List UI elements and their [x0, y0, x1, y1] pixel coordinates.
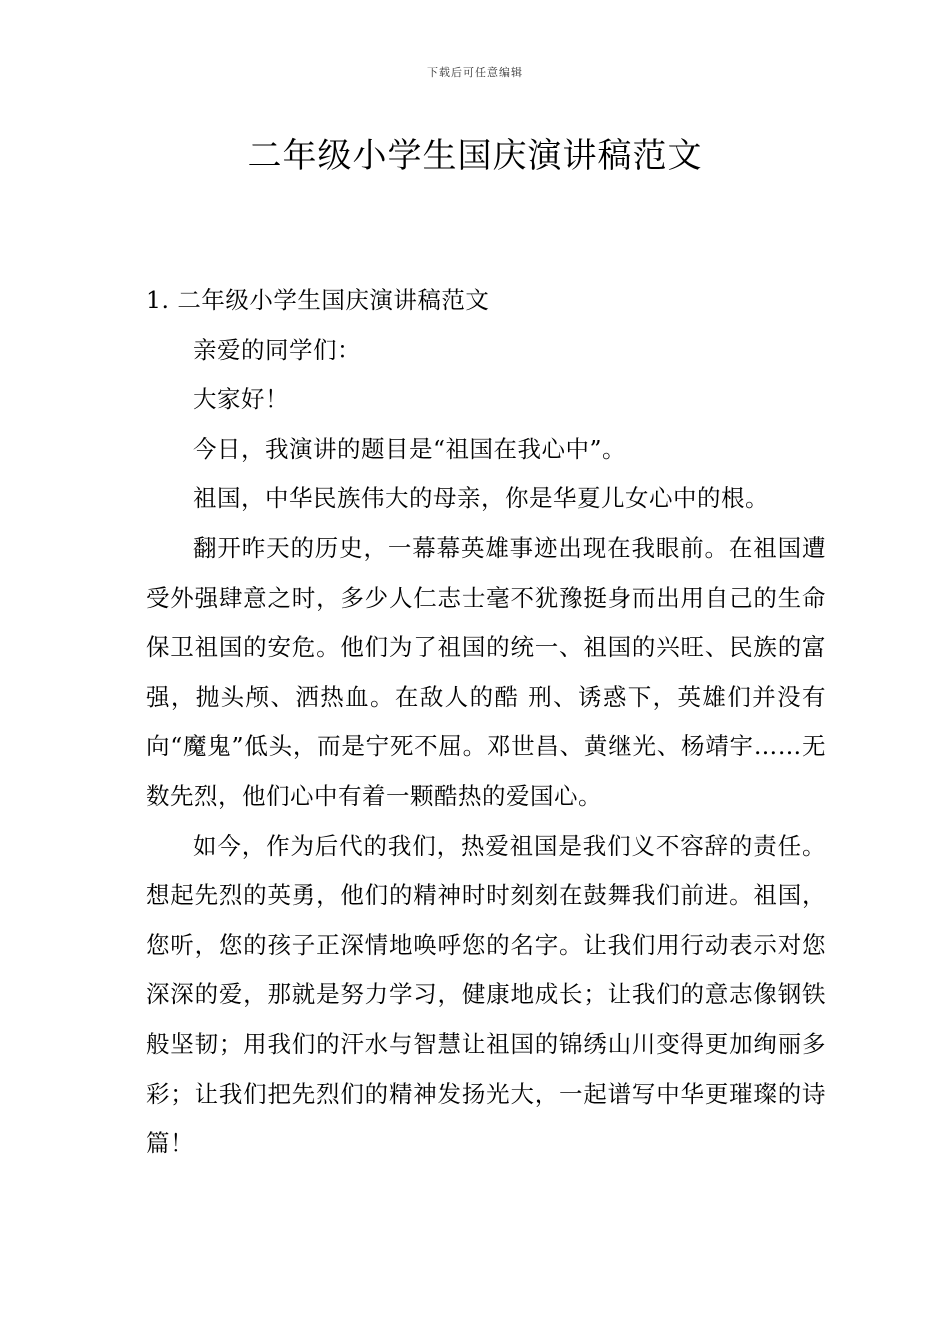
paragraph-topic: 今日，我演讲的题目是“祖国在我心中”。 — [193, 434, 627, 463]
section-heading: 1. 二年级小学生国庆演讲稿范文 — [146, 286, 490, 314]
paragraph-history: 翻开昨天的历史，一幕幕英雄事迹出现在我眼前。在祖国遭受外强肆意之时，多少人仁志士毫不犹豫挺身而出用自己的生命保卫祖国的安危。他们为了祖国的统一、祖国的兴旺、民族的富强，抛头颅、洒热血。在敌人的酷 刑、诱惑下，英雄们并没有向“魔鬼”低头，而是宁死不屈。邓世昌、黄继光、杨靖宇……无数先烈，他们心中有着一颗酷热的爱国心。 — [146, 533, 826, 810]
document-title: 二年级小学生国庆演讲稿范文 — [247, 136, 703, 176]
paragraph-responsibility: 如今，作为后代的我们，热爱祖国是我们义不容辞的责任。想起先烈的英勇，他们的精神时时刻刻在鼓舞我们前进。祖国，您听，您的孩子正深情地唤呼您的名字。让我们用行动表示对您深深的爱，那就是努力学习，健康地成长；让我们的意志像钢铁般坚韧；用我们的汗水与智慧让祖国的锦绣山川变得更加绚丽多彩；让我们把先烈们的精神发扬光大，一起谱写中华更璀璨的诗篇！ — [146, 831, 826, 1158]
paragraph-motherland: 祖国，中华民族伟大的母亲，你是华夏儿女心中的根。 — [193, 484, 769, 513]
paragraph-greeting: 亲爱的同学们： — [193, 335, 361, 364]
header-note: 下载后可任意编辑 — [427, 66, 523, 79]
document-body — [146, 276, 826, 1169]
paragraph-hello: 大家好！ — [193, 385, 289, 414]
